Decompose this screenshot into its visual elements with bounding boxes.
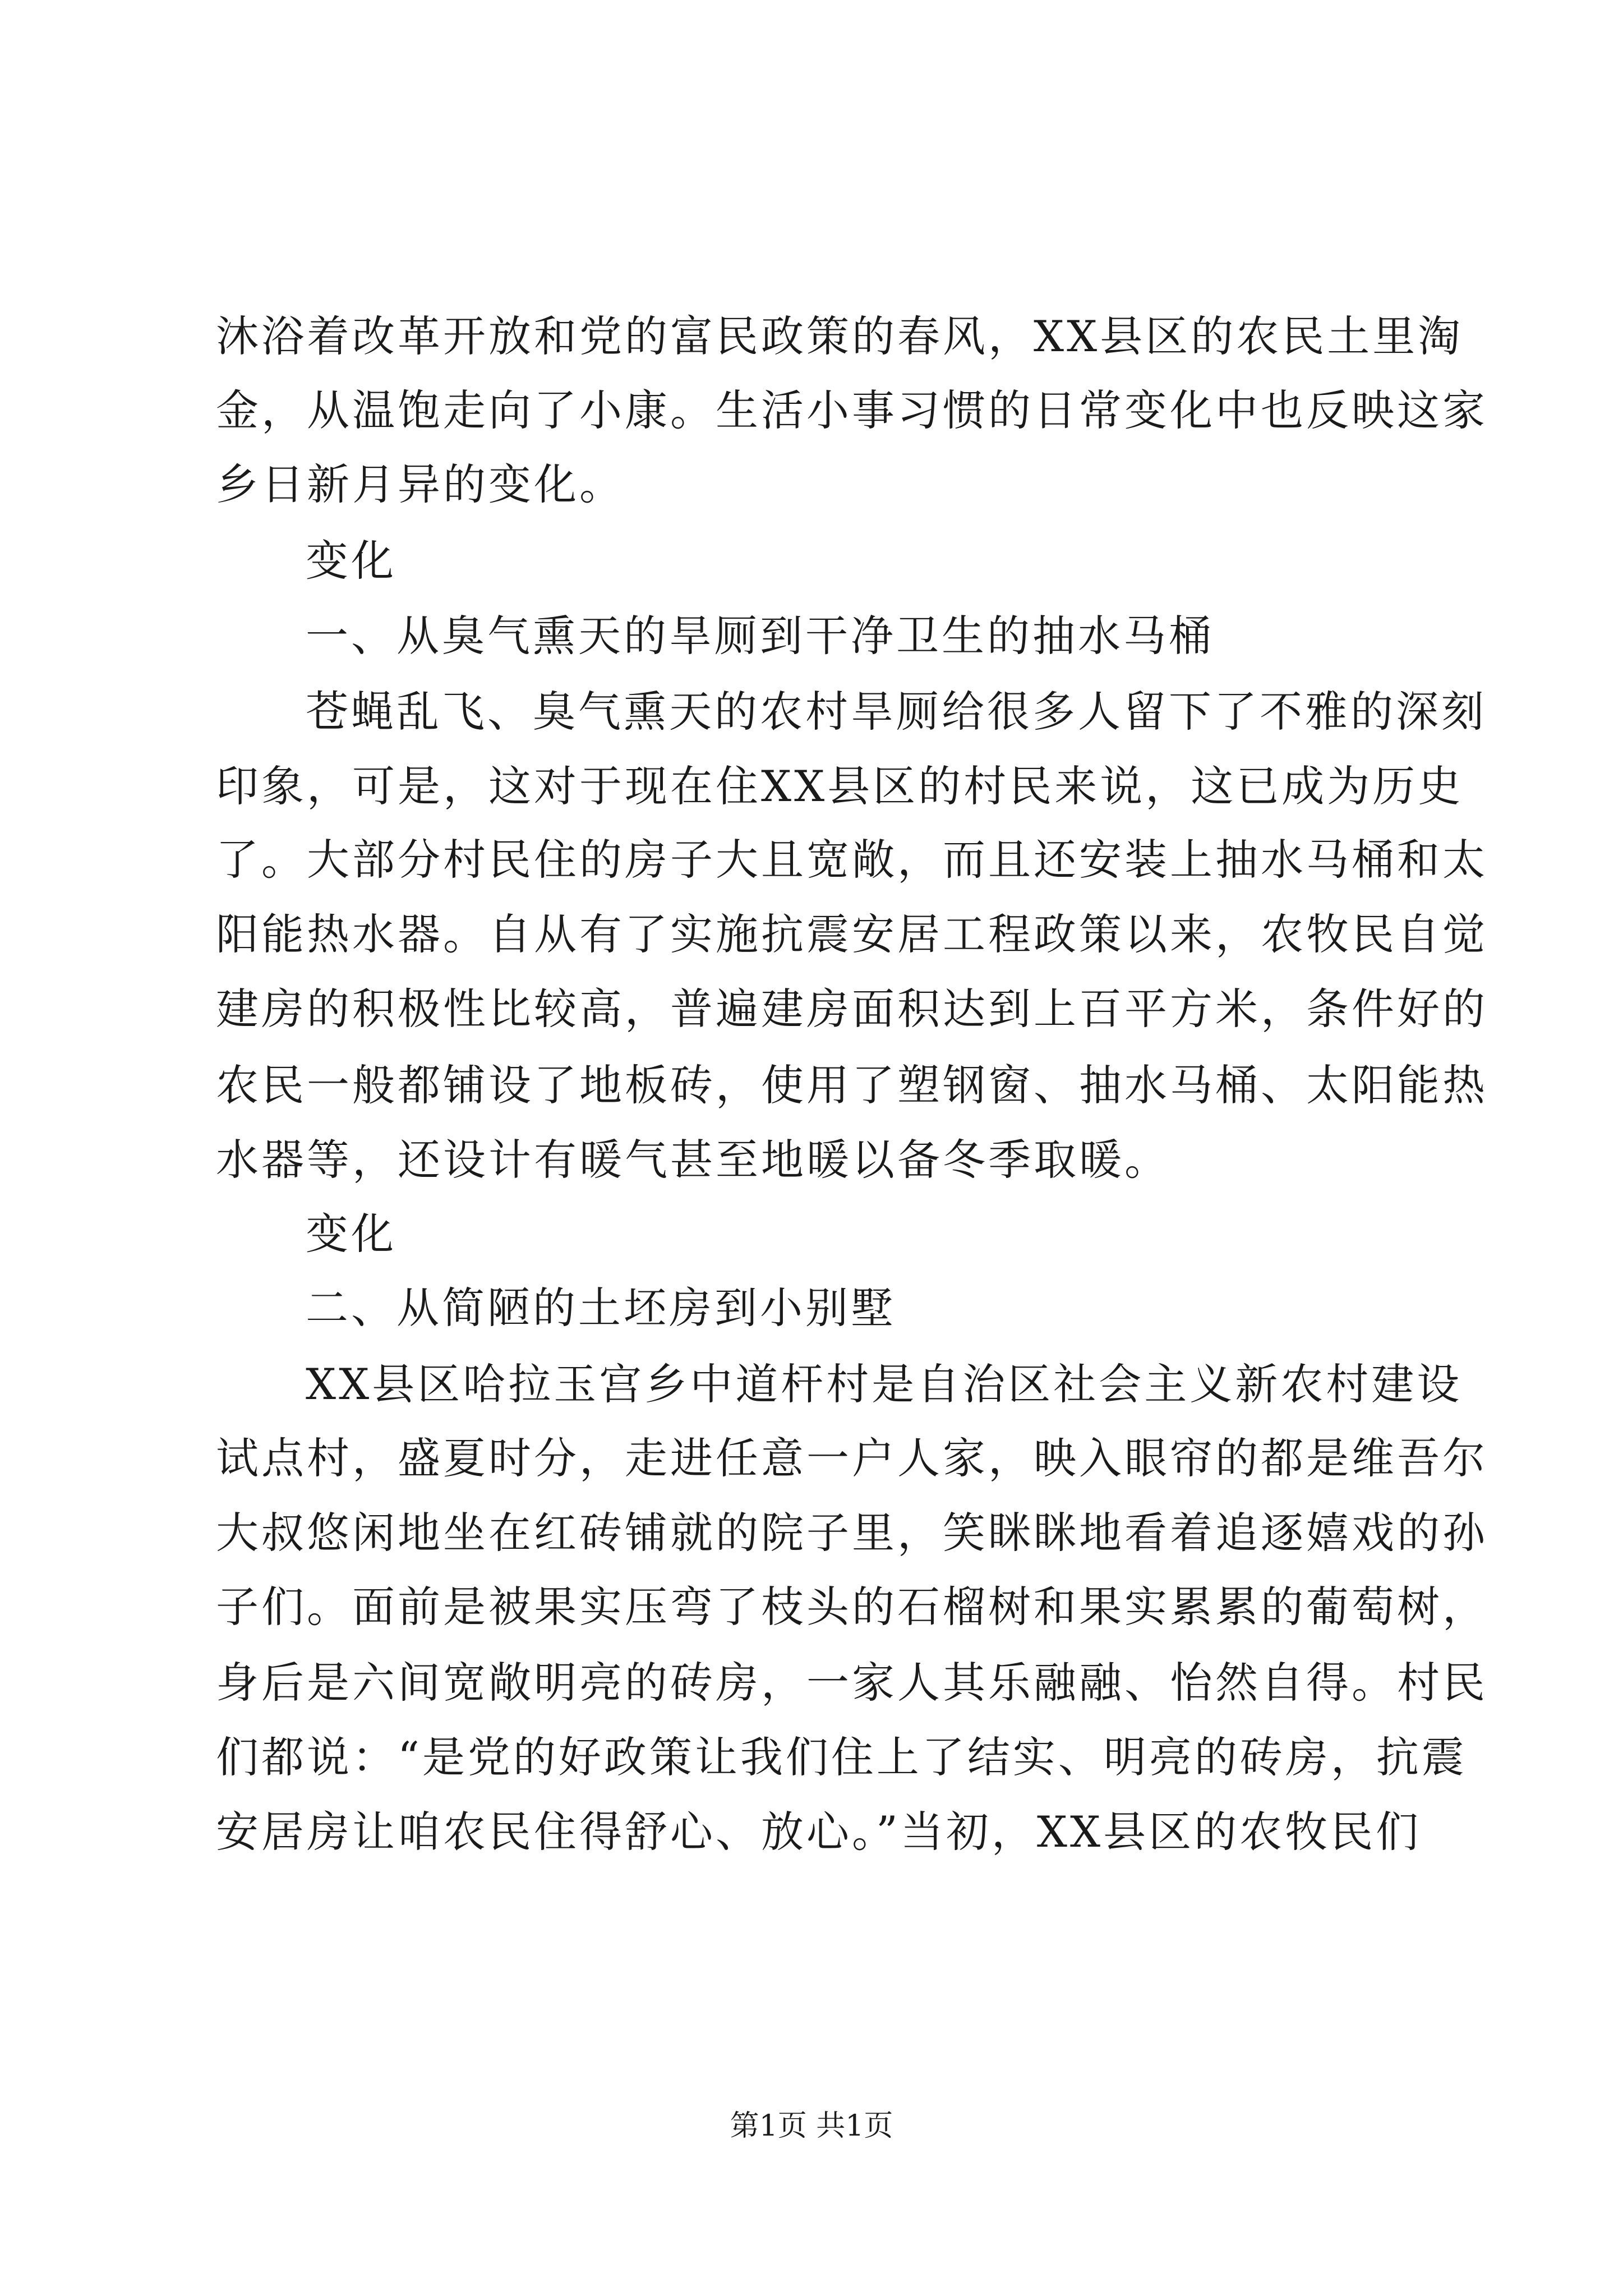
text-line: 们都说：“是党的好政策让我们住上了结实、明亮的砖房，抗震 [216,1732,1467,1782]
text-line: 身后是六间宽敞明亮的砖房，一家人其乐融融、怡然自得。村民 [216,1658,1488,1708]
text-line: 水器等，还设计有暖气甚至地暖以备冬季取暖。 [216,1135,1170,1185]
text-line: 农民一般都铺设了地板砖，使用了塑钢窗、抽水马桶、太阳能热 [216,1060,1488,1110]
text-line: 了。大部分村民住的房子大且宽敞，而且还安装上抽水马桶和太 [216,835,1488,885]
page-number: 第1页 共1页 [730,2109,893,2143]
text-line: 试点村，盛夏时分，走进任意一户人家，映入眼帘的都是维吾尔 [216,1433,1488,1483]
text-line: 苍蝇乱飞、臭气熏天的农村旱厕给很多人留下了不雅的深刻 [306,687,1487,737]
text-line: 乡日新月异的变化。 [216,459,625,509]
text-line: 沐浴着改革开放和党的富民政策的春风，XX县区的农民土里淘 [216,311,1464,361]
text-line: 印象，可是，这对于现在住XX县区的村民来说，这已成为历史 [216,761,1464,811]
section-heading: 二、从简陋的土坯房到小别墅 [306,1283,896,1333]
text-line: 子们。面前是被果实压弯了枝头的石榴树和果实累累的葡萄树， [216,1582,1488,1632]
text-line: 安居房让咱农民住得舒心、放心。”当初，XX县区的农牧民们 [216,1807,1422,1857]
section-heading: 一、从臭气熏天的旱厕到干净卫生的抽水马桶 [306,611,1214,661]
text-line: 大叔悠闲地坐在红砖铺就的院子里，笑眯眯地看着追逐嬉戏的孙 [216,1508,1488,1558]
text-line: XX县区哈拉玉宫乡中道杆村是自治区社会主义新农村建设 [306,1359,1463,1409]
text-line: 阳能热水器。自从有了实施抗震安居工程政策以来，农牧民自觉 [216,909,1488,959]
text-line: 建房的积极性比较高，普遍建房面积达到上百平方米，条件好的 [216,984,1488,1034]
section-label: 变化 [306,1209,396,1259]
text-line: 金，从温饱走向了小康。生活小事习惯的日常变化中也反映这家 [216,385,1488,435]
section-label: 变化 [306,536,396,586]
